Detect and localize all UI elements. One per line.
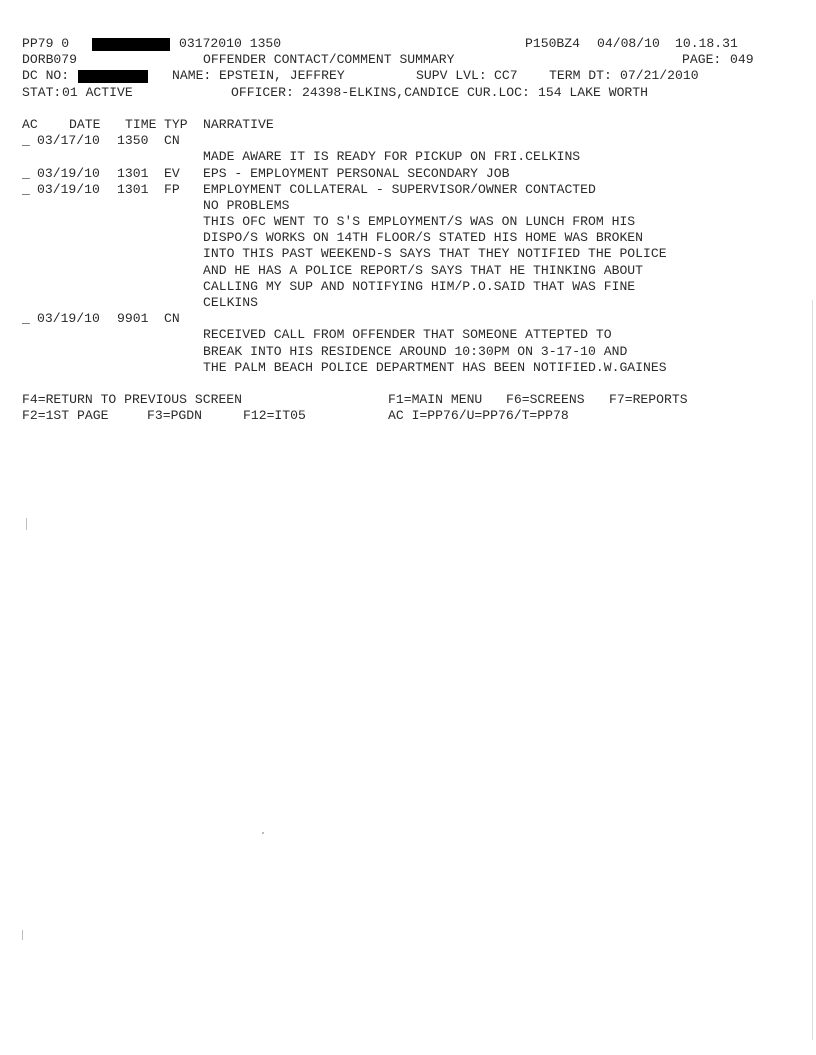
f12-key[interactable]: F12=IT05: [243, 408, 306, 424]
redacted-dc-number: [78, 70, 148, 83]
officer-label: OFFICER:: [231, 84, 294, 100]
header-line-2: [22, 52, 802, 68]
table-row: [22, 311, 802, 327]
officer-name: 24398-ELKINS,CANDICE: [302, 84, 460, 100]
column-header-narrative: NARRATIVE: [203, 116, 274, 132]
narrative-text: THE PALM BEACH POLICE DEPARTMENT HAS BEEN NOTIFIED.W.GAINES: [203, 359, 667, 375]
narrative-text: MADE AWARE IT IS READY FOR PICKUP ON FRI.CELKINS: [203, 149, 581, 165]
offender-name: EPSTEIN, JEFFREY: [219, 68, 345, 84]
narrative-line: [22, 360, 802, 376]
page-label: PAGE:: [682, 52, 722, 68]
narrative-line: [22, 263, 802, 279]
row-date: 03/19/10: [37, 181, 100, 197]
redacted-block: [92, 38, 170, 51]
narrative-line: [22, 214, 802, 230]
supervision-level: CC7: [494, 68, 518, 84]
row-action-field[interactable]: _: [22, 311, 30, 327]
page-number: 049: [730, 52, 754, 68]
narrative-line: [22, 246, 802, 262]
term-date-label: TERM DT:: [549, 68, 612, 84]
row-time: 1301: [117, 181, 149, 197]
narrative-text: BREAK INTO HIS RESIDENCE AROUND 10:30PM ON 3-17-10 AND: [203, 343, 628, 359]
row-type: FP: [164, 181, 180, 197]
row-time: 9901: [117, 311, 149, 327]
row-date: 03/19/10: [37, 311, 100, 327]
scan-mark: [262, 832, 264, 834]
narrative-line: [22, 327, 802, 343]
scan-mark: [26, 518, 27, 530]
table-row: [22, 133, 802, 149]
narrative-text: EMPLOYMENT COLLATERAL - SUPERVISOR/OWNER CONTACTED: [203, 181, 596, 197]
column-header-date: DATE: [69, 116, 101, 132]
page-edge-line: [812, 300, 813, 1040]
term-date: 07/21/2010: [620, 68, 699, 84]
narrative-text: THIS OFC WENT TO S'S EMPLOYMENT/S WAS ON LUNCH FROM HIS: [203, 214, 636, 230]
terminal-screen: [22, 36, 802, 425]
f6-screens-key[interactable]: F6=SCREENS: [506, 392, 585, 408]
narrative-line: [22, 230, 802, 246]
name-label: NAME:: [172, 68, 212, 84]
narrative-line: [22, 149, 802, 165]
narrative-text: NO PROBLEMS: [203, 197, 290, 213]
narrative-text: EPS - EMPLOYMENT PERSONAL SECONDARY JOB: [203, 165, 510, 181]
action-codes: AC I=PP76/U=PP76/T=PP78: [388, 408, 569, 424]
row-date: 03/17/10: [37, 133, 100, 149]
f3-page-down-key[interactable]: F3=PGDN: [147, 408, 203, 424]
status-value: 01 ACTIVE: [62, 84, 133, 100]
header-line-4: [22, 85, 802, 101]
table-row: [22, 166, 802, 182]
narrative-text: INTO THIS PAST WEEKEND-S SAYS THAT THEY NOTIFIED THE POLICE: [203, 246, 667, 262]
session-stamp: 03172010 1350: [179, 36, 282, 51]
narrative-text: CELKINS: [203, 295, 259, 310]
f1-main-menu-key[interactable]: F1=MAIN MENU: [388, 392, 483, 408]
screen-id: DORB079: [22, 52, 78, 68]
row-date: 03/19/10: [37, 165, 100, 181]
narrative-text: RECEIVED CALL FROM OFFENDER THAT SOMEONE ATTEPTED TO: [203, 327, 612, 343]
page-title: OFFENDER CONTACT/COMMENT SUMMARY: [203, 52, 455, 68]
screen-code: PP79 0: [22, 36, 70, 51]
scan-mark: [22, 930, 23, 940]
row-action-field[interactable]: _: [22, 133, 30, 149]
narrative-text: AND HE HAS A POLICE REPORT/S SAYS THAT HE THINKING ABOUT: [203, 262, 644, 278]
supervision-level-label: SUPV LVL:: [416, 68, 487, 84]
row-action-field[interactable]: _: [22, 181, 30, 197]
row-time: 1350: [117, 133, 149, 149]
table-row: [22, 182, 802, 198]
function-key-bar-2: [22, 408, 802, 424]
row-type: CN: [164, 133, 180, 149]
current-location-label: CUR.LOC:: [467, 84, 530, 100]
column-header-typ: TYP: [164, 116, 188, 132]
function-key-bar-1: [22, 392, 802, 408]
narrative-line: [22, 279, 802, 295]
row-action-field[interactable]: _: [22, 165, 30, 181]
print-date: 04/08/10: [597, 36, 660, 51]
program-id: P150BZ4: [525, 36, 581, 51]
dc-number-label: DC NO:: [22, 68, 70, 84]
row-time: 1301: [117, 165, 149, 181]
f7-reports-key[interactable]: F7=REPORTS: [609, 392, 688, 408]
status-label: STAT:: [22, 84, 62, 100]
column-header-ac: AC: [22, 116, 38, 132]
column-header-time: TIME: [125, 116, 157, 132]
narrative-line: [22, 295, 802, 311]
row-type: EV: [164, 165, 180, 181]
row-type: CN: [164, 311, 180, 327]
narrative-text: DISPO/S WORKS ON 14TH FLOOR/S STATED HIS HOME WAS BROKEN: [203, 230, 644, 246]
current-location: 154 LAKE WORTH: [538, 84, 649, 100]
column-headings: [22, 117, 802, 133]
narrative-line: [22, 344, 802, 360]
f2-first-page-key[interactable]: F2=1ST PAGE: [22, 408, 109, 424]
header-line-3: [22, 68, 802, 84]
narrative-text: CALLING MY SUP AND NOTIFYING HIM/P.O.SAID THAT WAS FINE: [203, 278, 636, 294]
f4-return-key[interactable]: F4=RETURN TO PREVIOUS SCREEN: [22, 392, 243, 408]
header-line-1: [22, 36, 802, 52]
narrative-line: [22, 198, 802, 214]
print-time: 10.18.31: [675, 36, 738, 51]
